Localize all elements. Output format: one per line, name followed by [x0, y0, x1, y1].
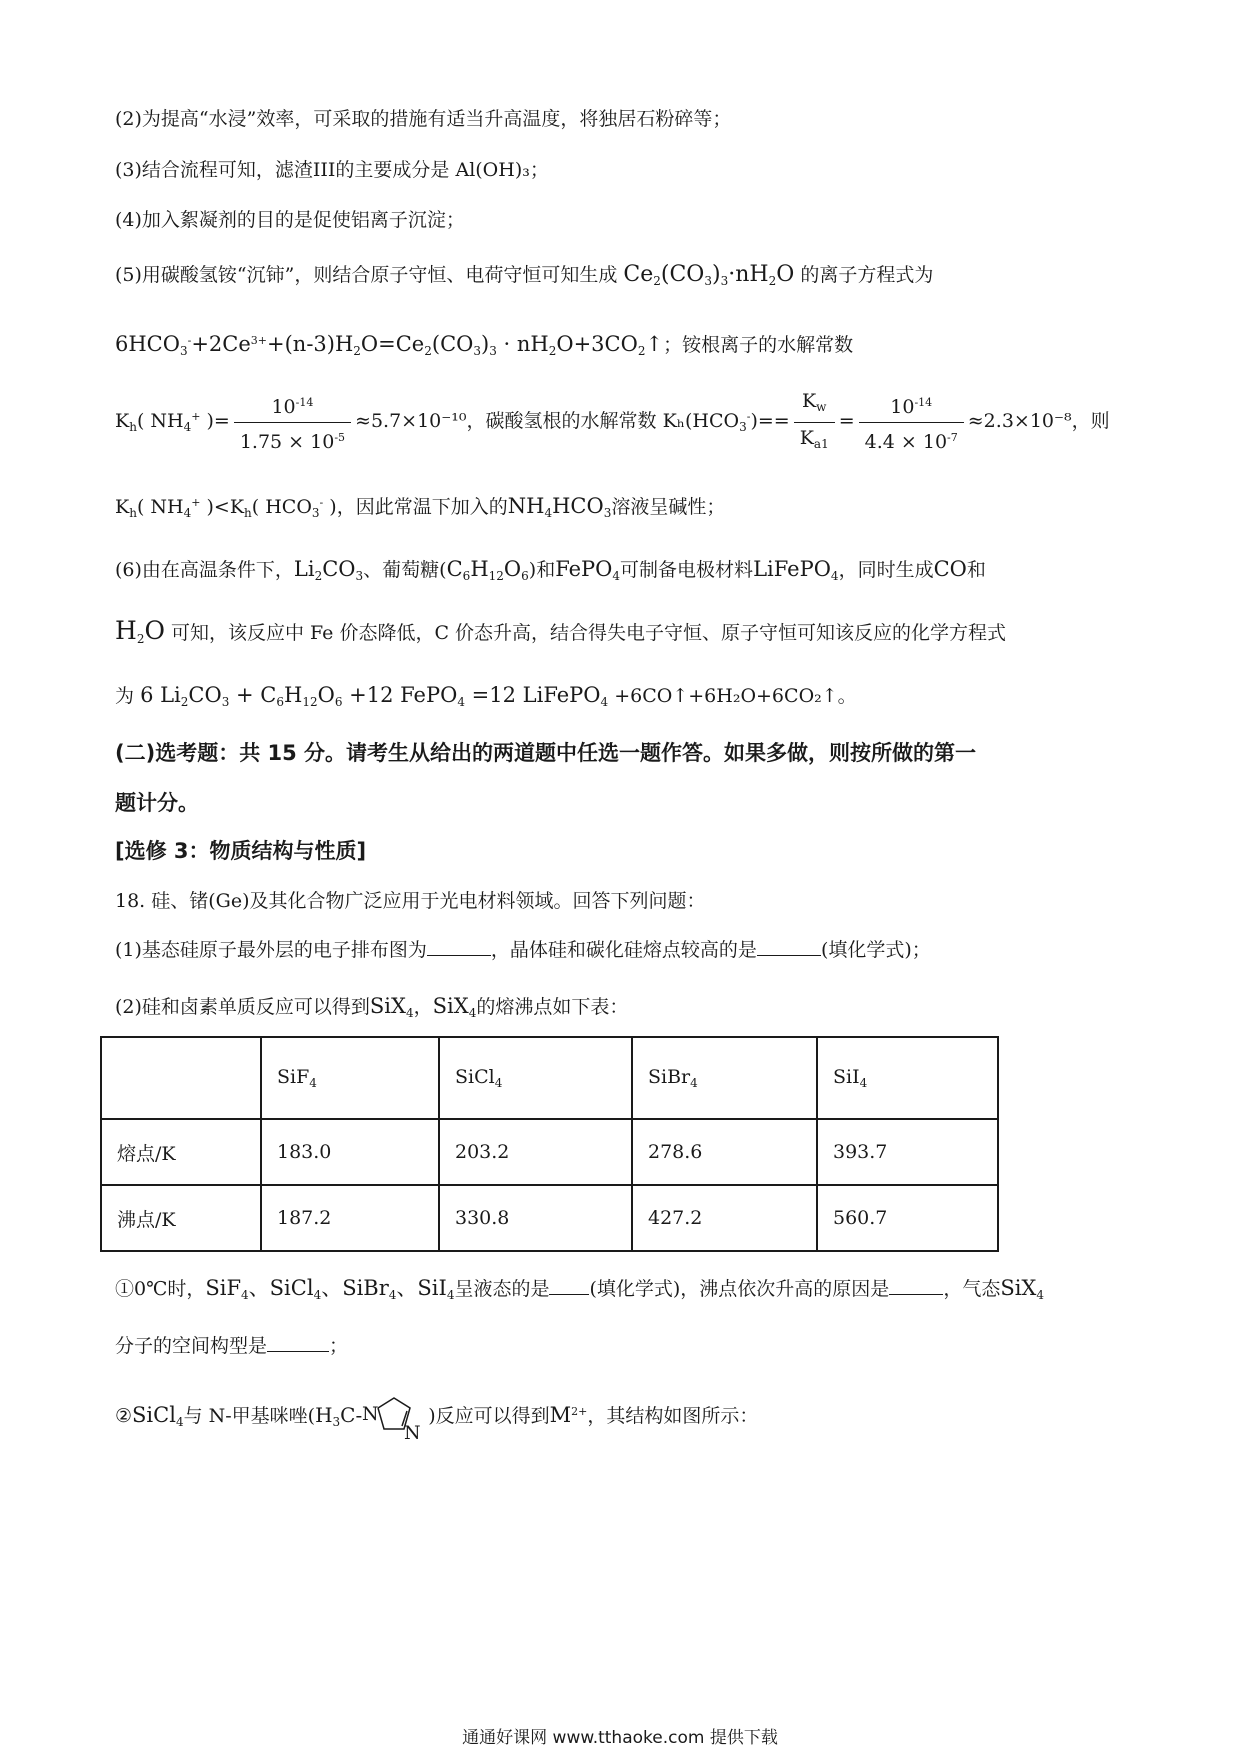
- footer-source: 通通好课网 www.tthaoke.com 提供下载: [462, 1728, 778, 1748]
- answer-5-line4: $K_h$( $NH_4^+$ )$<K_h$( $HCO_3^-$ )，因此常温下加入的$NH_4HCO_3$溶液呈碱性；: [115, 494, 726, 520]
- answer-blank[interactable]: [757, 937, 821, 956]
- table-row: [101, 1119, 998, 1185]
- melting-boiling-point-table: [100, 1036, 999, 1252]
- kh-hco3-fraction: $\frac{10^{-14}}{4.4 \times 10^{-7}}$: [859, 388, 964, 457]
- table-cell: 393.7: [817, 1119, 998, 1185]
- question-18-2: (2)硅和卤素单质反应可以得到SiX$_4$，SiX$_4$的熔沸点如下表：: [115, 994, 629, 1020]
- answer-4: (4)加入絮凝剂的目的是促使铝离子沉淀；: [115, 209, 465, 231]
- question-18-2-sub1-line1: ①0℃时，SiF$_4$、SiCl$_4$、SiBr$_4$、SiI$_4$呈液态的是 (填化学式)，沸点依次升高的原因是 ，气态SiX$_4$: [115, 1276, 1045, 1302]
- row-label: 沸点/K: [101, 1185, 261, 1251]
- table-corner-cell: [101, 1037, 261, 1119]
- question-18: 18. 硅、锗(Ge)及其化合物广泛应用于光电材料领域。回答下列问题：: [115, 890, 706, 912]
- answer-blank[interactable]: [267, 1333, 329, 1352]
- answer-blank[interactable]: [549, 1276, 589, 1295]
- table-cell: 278.6: [632, 1119, 817, 1185]
- table-cell: 560.7: [817, 1185, 998, 1251]
- section-title-line1: (二)选考题：共 15 分。请考生从给出的两道题中任选一题作答。如果多做，则按所做的第一: [115, 741, 977, 765]
- answer-5-line1: (5)用碳酸氢铵“沉铈”，则结合原子守恒、电荷守恒可知生成 $Ce_2(CO_3)_3\cdot nH_2O$ 的离子方程式为: [115, 262, 934, 288]
- table-header-row: [101, 1037, 998, 1119]
- table-cell: 187.2: [261, 1185, 439, 1251]
- kw-ka1-fraction: $\frac{K_w}{K_{a1}}$: [794, 386, 835, 459]
- answer-5-line3: $K_h$( $NH_4^+$ )= $\frac{10^{-14}}{1.75 \times 10^{-5}}$ ≈5.7×10⁻¹⁰，碳酸氢根的水解常数 $K_h(HCO_3^-)==$ $\frac{K_w}{K_{a1}}$ = $\frac{10^{-14}}{4.4 \times 10^{-7}}$ ≈2.3×10⁻⁸，则: [115, 384, 1110, 460]
- table-cell: 330.8: [439, 1185, 632, 1251]
- kh-nh4-fraction: $\frac{10^{-14}}{1.75 \times 10^{-5}}$: [234, 388, 351, 457]
- table-cell: 427.2: [632, 1185, 817, 1251]
- elective-title: [选修 3：物质结构与性质]: [115, 839, 367, 863]
- question-18-2-sub2: ②SiCl$_4$与 N-甲基咪唑($H_3C-$ N N )反应可以得到$M^{2+}$，其结构如图所示：: [115, 1388, 758, 1446]
- column-header: SiCl$_4$: [439, 1037, 632, 1119]
- answer-5-line2: $6HCO_3^-+2Ce^{3+}+(n-3)H_2O=Ce_2(CO_3)_3$ · $nH_2O+3CO_2↑$；铵根离子的水解常数: [115, 332, 854, 358]
- methylimidazole-structure-icon: [362, 1395, 428, 1439]
- answer-blank[interactable]: [427, 937, 491, 956]
- svg-text:N: N: [362, 1403, 379, 1425]
- table-row: [101, 1185, 998, 1251]
- column-header: SiI$_4$: [817, 1037, 998, 1119]
- answer-2: (2)为提高“水浸”效率，可采取的措施有适当升高温度，将独居石粉碎等；: [115, 108, 732, 130]
- answer-blank[interactable]: [889, 1276, 943, 1295]
- section-title-line2: 题计分。: [115, 791, 199, 815]
- table-cell: 203.2: [439, 1119, 632, 1185]
- table-cell: 183.0: [261, 1119, 439, 1185]
- column-header: SiF$_4$: [261, 1037, 439, 1119]
- column-header: SiBr$_4$: [632, 1037, 817, 1119]
- question-18-1: (1)基态硅原子最外层的电子排布图为 ，晶体硅和碳化硅熔点较高的是 (填化学式)；: [115, 939, 931, 961]
- answer-6-line1: (6)由在高温条件下，$Li_2CO_3$、葡萄糖$(C_6H_{12}O_6)$和FePO$_4$可制备电极材料LiFePO$_4$，同时生成CO和: [115, 557, 986, 583]
- answer-6-line2: $H_2O$ 可知，该反应中 Fe 价态降低，C 价态升高，结合得失电子守恒、原子守恒可知该反应的化学方程式: [115, 616, 1007, 646]
- svg-text:N: N: [404, 1422, 421, 1439]
- answer-6-line3: 为 6 $Li_2CO_3 + C_6H_{12}O_6 +12$ FePO$_4$ =12 LiFePO$_4$ +6CO↑+6H₂O+6CO₂↑。: [115, 683, 857, 709]
- question-18-2-sub1-line2: 分子的空间构型是 ；: [115, 1335, 349, 1357]
- answer-3: (3)结合流程可知，滤渣III的主要成分是 Al(OH)₃；: [115, 159, 549, 181]
- row-label: 熔点/K: [101, 1119, 261, 1185]
